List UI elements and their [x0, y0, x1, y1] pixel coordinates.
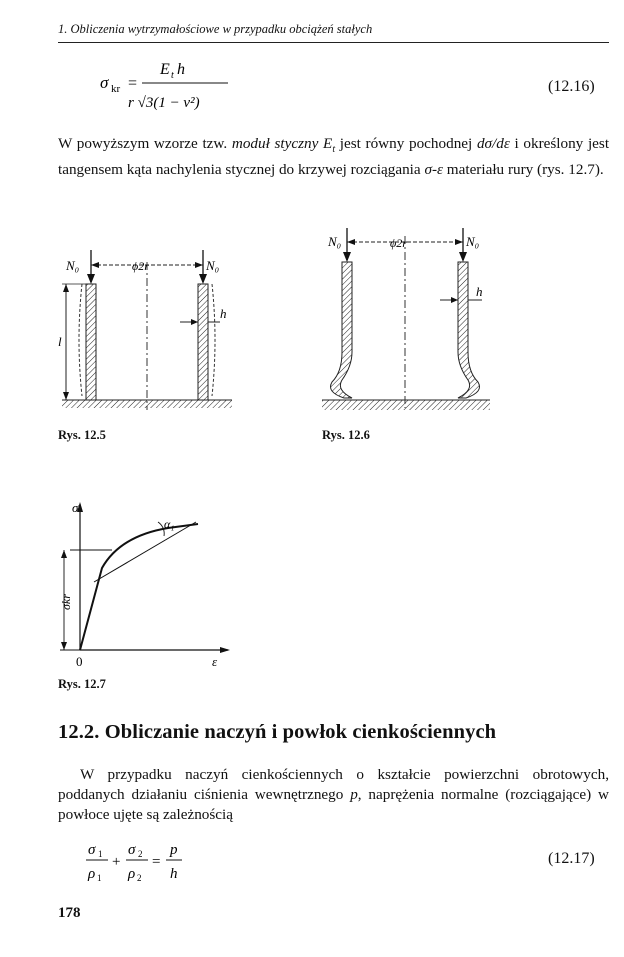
fig126-h: h — [476, 284, 483, 299]
fig127-tangent — [94, 522, 196, 582]
fig125-right-wall — [198, 284, 208, 400]
fig126-ground — [322, 400, 490, 410]
para1-text-1: W powyższym wzorze tzw. — [58, 135, 228, 152]
para1-text-4: materiału rury (rys. 12.7). — [446, 161, 604, 179]
caption-fig-12-5: Rys. 12.5 — [58, 428, 106, 442]
para1-text-3: i określony jest tangensem kąta nachylenia stycznej do krzywej rozciągania — [58, 135, 610, 179]
eq1217-rho2-sub: 2 — [137, 873, 142, 883]
para1-term-modul: moduł styczny — [231, 135, 319, 152]
eq1217-h: h — [170, 866, 178, 882]
eq1217-equals: = — [152, 854, 161, 870]
eq1216-numerator-h: h — [177, 61, 185, 78]
fig126-N0-right: N₀ — [466, 234, 480, 249]
eq1217-rho1-sub: 1 — [97, 873, 102, 883]
running-header: 1. Obliczenia wytrzymałościowe w przypadku obciążeń stałych — [58, 22, 373, 36]
page-number: 178 — [58, 905, 81, 921]
fig127-sigma-kr: σkr — [59, 594, 73, 610]
eq1216-sigma: σ — [100, 73, 109, 92]
figure-12-7 — [58, 500, 238, 670]
section-title: Obliczanie naczyń i powłok cienkościennych — [104, 721, 497, 743]
caption-fig-12-6: Rys. 12.6 — [322, 428, 370, 442]
fig126-left-wall — [331, 262, 353, 398]
fig127-axis-sigma: σ — [72, 500, 79, 515]
eq1217-rho2: ρ — [128, 866, 136, 882]
section-heading — [58, 721, 496, 744]
fig125-N0-left: N₀ — [66, 258, 80, 273]
fig125-left-wall — [86, 284, 96, 400]
equation-12-16 — [100, 52, 280, 122]
eq1217-sigma2-sub: 2 — [138, 849, 143, 859]
caption-fig-12-7: Rys. 12.7 — [58, 677, 106, 691]
eq1217-sigma1-sub: 1 — [98, 849, 103, 859]
para1-sigma-eps: σ-ε — [424, 161, 443, 179]
para2-p: p — [350, 786, 358, 803]
fig126-N0-left: N₀ — [328, 234, 342, 249]
para2-text-2: , naprężenia normalne (rozciągające) w powłoce ujęte są zależnością — [58, 786, 609, 823]
fig125-l: l — [58, 334, 62, 349]
eq1217-plus: + — [112, 854, 121, 870]
fig125-h: h — [220, 306, 227, 321]
eq1216-sigma-sub: kr — [111, 83, 121, 95]
para1-derivative: dσ/dε — [476, 135, 510, 152]
eq1217-rho1: ρ — [88, 866, 96, 882]
figure-12-5 — [58, 240, 248, 418]
fig127-alpha: α₁ — [164, 517, 175, 531]
equation-12-17-number: (12.17) — [548, 850, 595, 867]
eq1216-equals: = — [128, 75, 138, 92]
fig126-right-wall — [458, 262, 480, 398]
para1-Et-sub: t — [332, 144, 336, 156]
fig126-diameter: ϕ2r — [390, 236, 407, 250]
eq1216-numerator-E: E — [160, 61, 170, 78]
paragraph-modul-styczny — [58, 134, 609, 180]
fig125-diameter: ϕ2r — [132, 259, 149, 273]
eq1216-numerator-sub: t — [171, 70, 174, 81]
equation-12-17 — [86, 838, 216, 886]
para2-text-1: W przypadku naczyń cienkościennych o kształcie powierzchni obrotowych, poddanych działaniu ciśnienia wewnętrznego — [58, 766, 609, 803]
eq1217-sigma1: σ — [88, 842, 96, 858]
para1-Et: E — [323, 135, 333, 152]
eq1217-sigma2: σ — [128, 842, 136, 858]
fig127-origin: 0 — [76, 654, 83, 669]
figure-12-6 — [320, 222, 495, 418]
header-rule — [58, 42, 609, 43]
fig127-axis-eps: ε — [212, 654, 218, 669]
para1-text-2: jest równy pochodnej — [339, 135, 473, 152]
fig127-curve — [80, 524, 198, 650]
fig125-N0-right: N₀ — [206, 258, 220, 273]
section-number: 12.2. — [58, 721, 100, 743]
eq1216-denominator: r √3(1 − ν²) — [128, 95, 200, 111]
equation-12-16-number: (12.16) — [548, 78, 595, 95]
paragraph-naczynia — [58, 765, 609, 825]
eq1217-p: p — [170, 842, 178, 858]
